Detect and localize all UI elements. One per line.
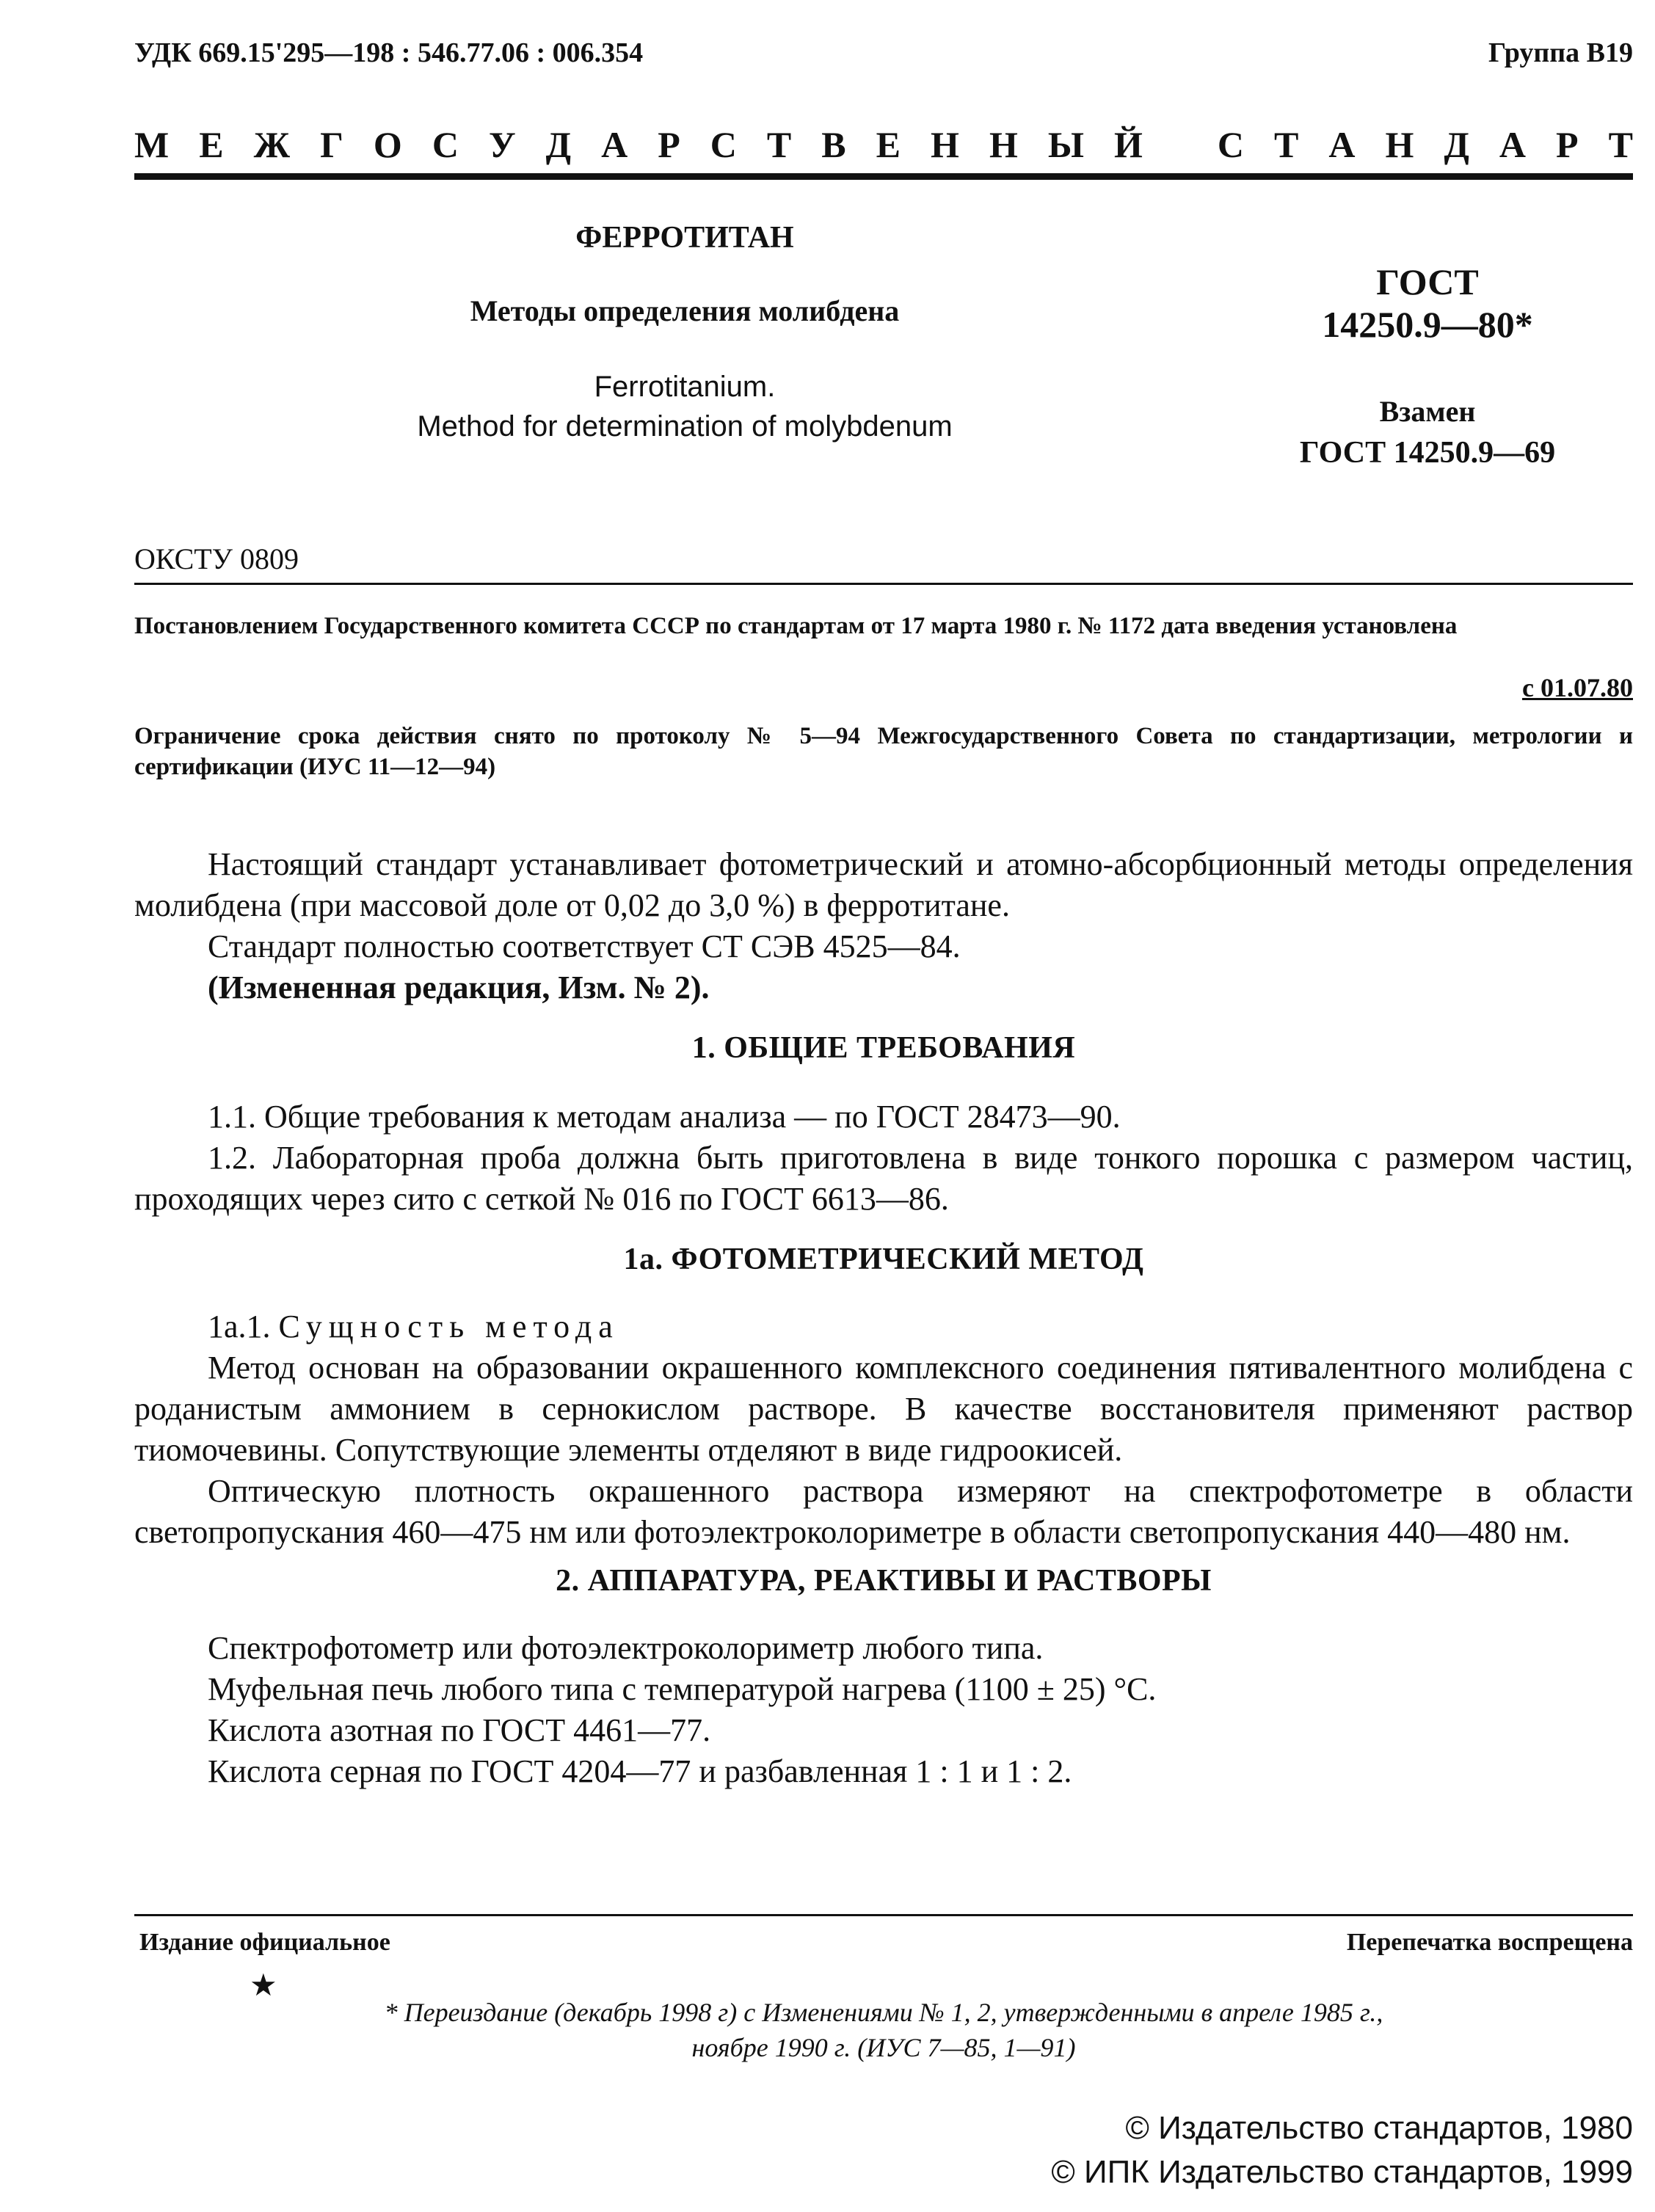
okstu-rule [134, 583, 1633, 585]
banner-letter: Т [1608, 124, 1633, 165]
copyright-block [1051, 2106, 1633, 2194]
gost-block [1273, 261, 1582, 346]
section-1a-1-subheading [134, 1306, 1633, 1347]
banner-letter [1173, 123, 1187, 175]
apparatus-item: Кислота азотная по ГОСТ 4461—77. [208, 1712, 711, 1748]
banner-letter: Р [658, 124, 680, 165]
banner-letter: Д [545, 124, 572, 165]
document-title: ФЕРРОТИТАН [575, 221, 794, 255]
optical-density: Оптическую плотность окрашенного раствора измеряют на спектрофотометре в области светопропускания 460—475 нм или фотоэлектроколориметре в области светопропускания 440—480 нм. [134, 1473, 1633, 1550]
banner-letter: С [1217, 124, 1245, 165]
banner-letter: Е [199, 124, 224, 165]
limitation-text: Ограничение срока действия снято по протоколу № 5—94 Межгосударственного Совета по стандартизации, метрологии и сертификации (ИУС 11—12—94) [134, 723, 1633, 780]
banner-rule [134, 173, 1633, 180]
section-1-2: 1.2. Лабораторная проба должна быть приготовлена в виде тонкого порошка с размером частиц, проходящих через сито с сеткой № 016 по ГОСТ 6613—86. [134, 1140, 1633, 1217]
english-title [134, 367, 1235, 446]
banner-letter: Т [766, 124, 792, 165]
okstu-code: ОКСТУ 0809 [134, 542, 299, 575]
star-icon: ★ [250, 1969, 277, 2003]
section-1-1: 1.1. Общие требования к методам анализа — по ГОСТ 28473—90. [208, 1099, 1121, 1135]
english-title-line-1: Ferrotitanium. [594, 371, 776, 403]
banner-letter: О [373, 124, 402, 165]
banner-letter: Й [1113, 124, 1143, 165]
banner-letter: Н [989, 124, 1018, 165]
intro-amendment: (Измененная редакция, Изм. № 2). [208, 969, 710, 1005]
banner-letter: С [710, 124, 737, 165]
standard-banner [134, 123, 1633, 175]
copyright-1980: © Издательство стандартов, 1980 [1125, 2110, 1633, 2146]
banner-letter: Н [931, 124, 959, 165]
gost-number: 14250.9—80* [1322, 304, 1533, 345]
official-edition: Издание официальное [139, 1929, 390, 1956]
banner-letter: А [1499, 124, 1526, 165]
reprint-prohibited: Перепечатка воспрещена [1346, 1929, 1633, 1956]
section-1-heading: 1. ОБЩИЕ ТРЕБОВАНИЯ [691, 1031, 1076, 1065]
banner-letter: Г [320, 124, 343, 165]
banner-letter: А [601, 124, 628, 165]
intro-paragraph: Настоящий стандарт устанавливает фотометрический и атомно-абсорбционный методы определения молибдена (при массовой доле от 0,02 до 3,0 %) в ферротитане. [134, 846, 1633, 923]
banner-letter: М [134, 124, 170, 165]
group-label: Группа В19 [1488, 37, 1633, 68]
decree-date: с 01.07.80 [1522, 673, 1633, 702]
section-1a-1-number: 1а.1. [208, 1309, 271, 1345]
gost-label: ГОСТ [1376, 261, 1479, 302]
section-2-heading: 2. АППАРАТУРА, РЕАКТИВЫ И РАСТВОРЫ [556, 1564, 1212, 1598]
reissue-note-line-1: * Переиздание (декабрь 1998 г) с Изменениями № 1, 2, утвержденными в апреле 1985 г., [384, 1998, 1383, 2027]
replaces-gost: ГОСТ 14250.9—69 [1299, 436, 1556, 470]
banner-letter: Ы [1047, 124, 1084, 165]
banner-letter: Т [1274, 124, 1299, 165]
apparatus-list [134, 1628, 1633, 1792]
reissue-note [134, 1995, 1633, 2065]
replaces-block [1273, 391, 1582, 473]
method-essence: Метод основан на образовании окрашенного комплексного соединения пятивалентного молибдена с роданистым аммонием в сернокислом растворе. В качестве восстановителя применяют раствор тиомочевины. Сопутствующие элементы отделяют в виде гидроокисей. [134, 1350, 1633, 1468]
banner-letter: У [488, 124, 516, 165]
banner-letter: Ж [253, 124, 291, 165]
decree-text: Постановлением Государственного комитета СССР по стандартам от 17 марта 1980 г. № 1172 дата введения установлена [134, 613, 1458, 639]
intro-conformance: Стандарт полностью соответствует СТ СЭВ 4525—84. [208, 928, 961, 964]
section-1a-heading: 1а. ФОТОМЕТРИЧЕСКИЙ МЕТОД [623, 1243, 1144, 1276]
banner-letter: Р [1556, 124, 1579, 165]
apparatus-item: Спектрофотометр или фотоэлектроколориметр любого типа. [208, 1630, 1044, 1666]
section-1a-1-title: Сущность метода [278, 1309, 619, 1345]
banner-letter: С [432, 124, 459, 165]
copyright-1999: © ИПК Издательство стандартов, 1999 [1051, 2154, 1633, 2190]
banner-letter: Д [1444, 124, 1469, 165]
banner-letter: Н [1385, 124, 1414, 165]
document-subtitle: Методы определения молибдена [470, 294, 900, 327]
english-title-line-2: Method for determination of molybdenum [417, 410, 953, 443]
banner-letter: А [1328, 124, 1356, 165]
replaces-label: Взамен [1379, 395, 1476, 428]
apparatus-item: Кислота серная по ГОСТ 4204—77 и разбавленная 1 : 1 и 1 : 2. [208, 1753, 1072, 1789]
reissue-note-line-2: ноябре 1990 г. (ИУС 7—85, 1—91) [691, 2033, 1076, 2062]
footer-rule [134, 1914, 1633, 1916]
banner-letter: Е [876, 124, 901, 165]
apparatus-item: Муфельная печь любого типа с температурой нагрева (1100 ± 25) °С. [208, 1671, 1157, 1707]
banner-letter: В [821, 124, 846, 165]
udk-code: УДК 669.15'295—198 : 546.77.06 : 006.354 [134, 37, 644, 68]
